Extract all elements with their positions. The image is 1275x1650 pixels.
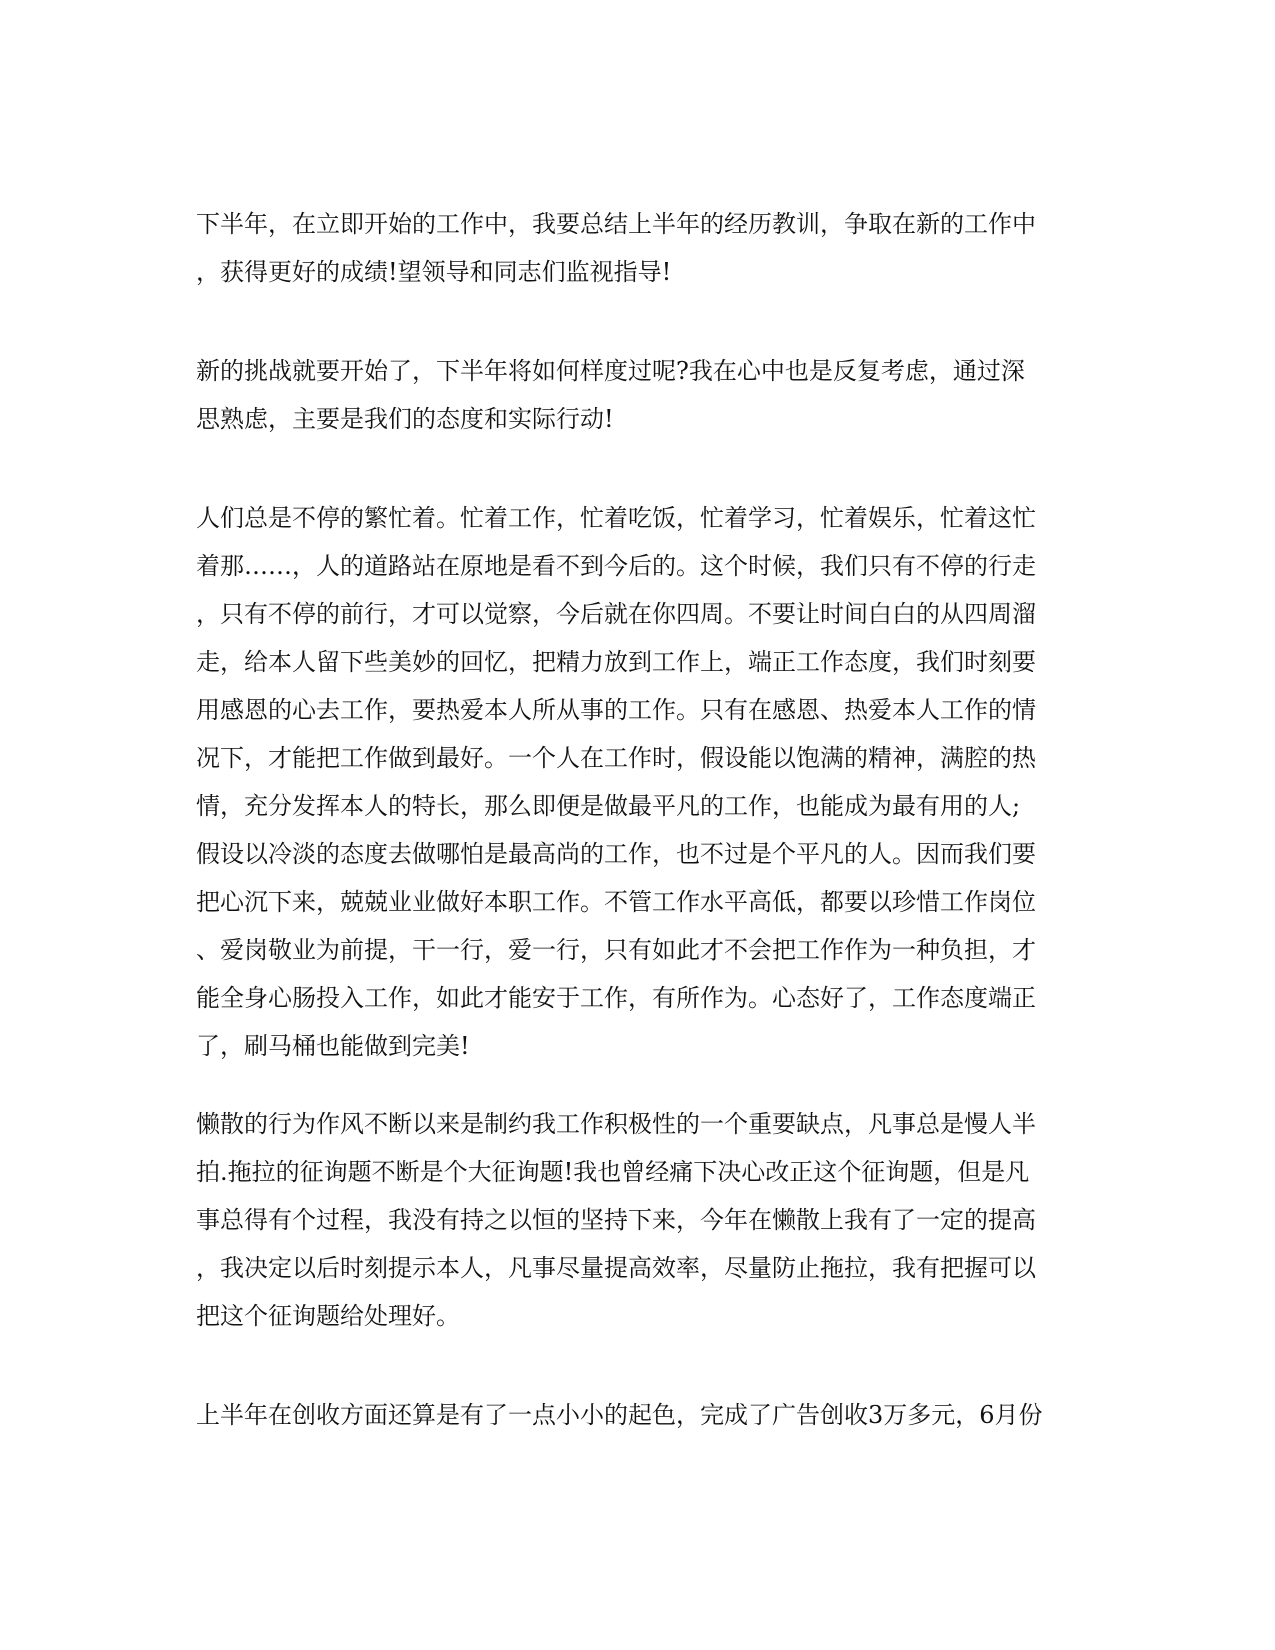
text-line: 上半年在创收方面还算是有了一点小小的起色，完成了广告创收3万多元，6月份 [196, 1401, 1043, 1429]
text-line: 用感恩的心去工作，要热爱本人所从事的工作。只有在感恩、热爱本人工作的情 [196, 696, 1036, 724]
text-line: 况下，才能把工作做到最好。一个人在工作时，假设能以饱满的精神，满腔的热 [196, 744, 1036, 772]
text-line: 假设以冷淡的态度去做哪怕是最高尚的工作，也不过是个平凡的人。因而我们要 [196, 840, 1036, 868]
text-line: 把这个征询题给处理好。 [196, 1302, 460, 1330]
text-line: 、爱岗敬业为前提，干一行，爱一行，只有如此才不会把工作作为一种负担，才 [196, 936, 1036, 964]
paragraph-4 [196, 1100, 1076, 1340]
text-line: 走，给本人留下些美妙的回忆，把精力放到工作上，端正工作态度，我们时刻要 [196, 648, 1036, 676]
text-line: 情，充分发挥本人的特长，那么即便是做最平凡的工作，也能成为最有用的人; [196, 792, 1021, 820]
paragraph-3 [196, 494, 1076, 1070]
text-line: 思熟虑，主要是我们的态度和实际行动! [196, 405, 614, 433]
text-line: 拍.拖拉的征询题不断是个大征询题!我也曾经痛下决心改正这个征询题，但是凡 [196, 1158, 1030, 1186]
text-line: ，我决定以后时刻提示本人，凡事尽量提高效率，尽量防止拖拉，我有把握可以 [196, 1254, 1036, 1282]
text-line: ，获得更好的成绩!望领导和同志们监视指导! [196, 258, 672, 286]
text-line: 懒散的行为作风不断以来是制约我工作积极性的一个重要缺点，凡事总是慢人半 [196, 1110, 1036, 1138]
paragraph-5 [196, 1391, 1076, 1439]
text-line: ，只有不停的前行，才可以觉察，今后就在你四周。不要让时间白白的从四周溜 [196, 600, 1036, 628]
paragraph-2 [196, 347, 1076, 443]
text-line: 新的挑战就要开始了，下半年将如何样度过呢?我在心中也是反复考虑，通过深 [196, 357, 1025, 385]
text-line: 事总得有个过程，我没有持之以恒的坚持下来，今年在懒散上我有了一定的提高 [196, 1206, 1036, 1234]
text-line: 能全身心肠投入工作，如此才能安于工作，有所作为。心态好了，工作态度端正 [196, 984, 1036, 1012]
text-line: 下半年，在立即开始的工作中，我要总结上半年的经历教训，争取在新的工作中 [196, 210, 1036, 238]
text-line: 着那……，人的道路站在原地是看不到今后的。这个时候，我们只有不停的行走 [196, 552, 1036, 580]
text-line: 了，刷马桶也能做到完美! [196, 1032, 470, 1060]
paragraph-1 [196, 200, 1076, 296]
text-line: 人们总是不停的繁忙着。忙着工作，忙着吃饭，忙着学习，忙着娱乐，忙着这忙 [196, 504, 1036, 532]
text-line: 把心沉下来，兢兢业业做好本职工作。不管工作水平高低，都要以珍惜工作岗位 [196, 888, 1036, 916]
